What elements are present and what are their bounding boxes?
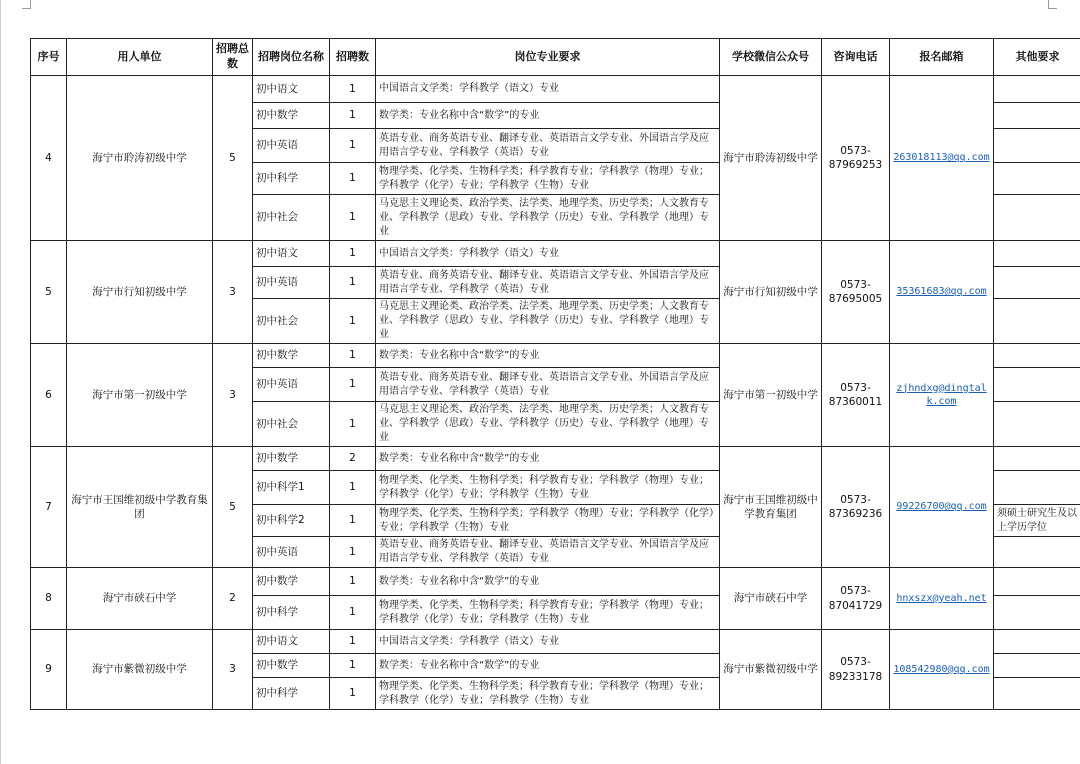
header-wechat: 学校微信公众号: [720, 39, 822, 76]
seq-cell: 5: [31, 241, 67, 344]
phone-cell: 0573-87969253: [822, 76, 890, 241]
count-cell: 1: [330, 537, 376, 568]
header-post: 招聘岗位名称: [253, 39, 330, 76]
count-cell: 1: [330, 163, 376, 195]
other-cell: [994, 103, 1080, 129]
email-link[interactable]: 99226700@qq.com: [890, 447, 994, 568]
unit-cell: 海宁市王国维初级中学教育集团: [67, 447, 213, 568]
unit-cell: 海宁市紫微初级中学: [67, 630, 213, 710]
other-cell: [994, 267, 1080, 299]
other-cell: [994, 471, 1080, 505]
post-cell: 初中数学: [253, 344, 330, 368]
post-cell: 初中英语: [253, 537, 330, 568]
other-cell: [994, 678, 1080, 710]
wechat-cell: 海宁市第一初级中学: [720, 344, 822, 447]
requirements-cell: 物理学类、化学类、生物科学类；科学教育专业；学科教学（物理）专业；学科教学（化学）专业；学科教学（生物）专业: [376, 471, 720, 505]
post-cell: 初中数学: [253, 654, 330, 678]
requirements-cell: 数学类：专业名称中含“数学”的专业: [376, 447, 720, 471]
other-cell: [994, 299, 1080, 344]
phone-cell: 0573-87041729: [822, 568, 890, 630]
requirements-cell: 英语专业、商务英语专业、翻译专业、英语语言文学专业、外国语言学及应用语言学专业、学科教学（英语）专业: [376, 129, 720, 163]
post-cell: 初中语文: [253, 76, 330, 103]
count-cell: 1: [330, 76, 376, 103]
requirements-cell: 英语专业、商务英语专业、翻译专业、英语语言文学专业、外国语言学及应用语言学专业、学科教学（英语）专业: [376, 537, 720, 568]
count-cell: 1: [330, 299, 376, 344]
requirements-cell: 物理学类、化学类、生物科学类；科学教育专业；学科教学（物理）专业；学科教学（化学）专业；学科教学（生物）专业: [376, 596, 720, 630]
count-cell: 2: [330, 447, 376, 471]
email-link[interactable]: 263018113@qq.com: [890, 76, 994, 241]
other-cell: [994, 344, 1080, 368]
post-cell: 初中科学: [253, 163, 330, 195]
other-cell: [994, 129, 1080, 163]
email-link[interactable]: hnxszx@yeah.net: [890, 568, 994, 630]
total-cell: 2: [213, 568, 253, 630]
seq-cell: 8: [31, 568, 67, 630]
header-count: 招聘数: [330, 39, 376, 76]
seq-cell: 9: [31, 630, 67, 710]
requirements-cell: 数学类：专业名称中含“数学”的专业: [376, 568, 720, 596]
header-email: 报名邮箱: [890, 39, 994, 76]
table-row: [31, 630, 1080, 654]
count-cell: 1: [330, 505, 376, 537]
requirements-cell: 英语专业、商务英语专业、翻译专业、英语语言文学专业、外国语言学及应用语言学专业、学科教学（英语）专业: [376, 267, 720, 299]
other-cell: [994, 447, 1080, 471]
seq-cell: 4: [31, 76, 67, 241]
wechat-cell: 海宁市紫微初级中学: [720, 630, 822, 710]
other-cell: [994, 195, 1080, 241]
phone-cell: 0573-87360011: [822, 344, 890, 447]
count-cell: 1: [330, 596, 376, 630]
other-cell: [994, 630, 1080, 654]
unit-cell: 海宁市聆涛初级中学: [67, 76, 213, 241]
other-cell: [994, 568, 1080, 596]
crop-mark-top-right: [1048, 0, 1057, 9]
requirements-cell: 物理学类、化学类、生物科学类；学科教学（物理）专业；学科教学（化学）专业；学科教学（生物）专业: [376, 505, 720, 537]
other-cell: [994, 654, 1080, 678]
header-total: 招聘总数: [213, 39, 253, 76]
total-cell: 3: [213, 344, 253, 447]
post-cell: 初中英语: [253, 129, 330, 163]
table-row: [31, 344, 1080, 368]
other-cell: 须硕士研究生及以上学历学位: [994, 505, 1080, 537]
requirements-cell: 马克思主义理论类、政治学类、法学类、地理学类、历史学类；人文教育专业、学科教学（思政）专业、学科教学（历史）专业、学科教学（地理）专业: [376, 195, 720, 241]
requirements-cell: 马克思主义理论类、政治学类、法学类、地理学类、历史学类；人文教育专业、学科教学（思政）专业、学科教学（历史）专业、学科教学（地理）专业: [376, 402, 720, 447]
post-cell: 初中科学1: [253, 471, 330, 505]
recruitment-table: [30, 38, 1080, 710]
email-link[interactable]: 35361683@qq.com: [890, 241, 994, 344]
header-unit: 用人单位: [67, 39, 213, 76]
phone-cell: 0573-87369236: [822, 447, 890, 568]
requirements-cell: 数学类：专业名称中含“数学”的专业: [376, 344, 720, 368]
header-row: [31, 39, 1080, 76]
phone-cell: 0573-87695005: [822, 241, 890, 344]
email-link[interactable]: zjhndxg@dingtalk.com: [890, 344, 994, 447]
unit-cell: 海宁市硖石中学: [67, 568, 213, 630]
count-cell: 1: [330, 471, 376, 505]
count-cell: 1: [330, 129, 376, 163]
table-row: [31, 568, 1080, 596]
total-cell: 3: [213, 241, 253, 344]
requirements-cell: 物理学类、化学类、生物科学类；科学教育专业；学科教学（物理）专业；学科教学（化学）专业；学科教学（生物）专业: [376, 163, 720, 195]
total-cell: 5: [213, 76, 253, 241]
page-edge: [0, 0, 1, 764]
count-cell: 1: [330, 630, 376, 654]
other-cell: [994, 163, 1080, 195]
post-cell: 初中科学2: [253, 505, 330, 537]
count-cell: 1: [330, 195, 376, 241]
total-cell: 5: [213, 447, 253, 568]
table-row: [31, 241, 1080, 267]
crop-mark-top-left: [22, 0, 31, 9]
header-other: 其他要求: [994, 39, 1080, 76]
count-cell: 1: [330, 267, 376, 299]
count-cell: 1: [330, 241, 376, 267]
phone-cell: 0573-89233178: [822, 630, 890, 710]
wechat-cell: 海宁市硖石中学: [720, 568, 822, 630]
count-cell: 1: [330, 402, 376, 447]
post-cell: 初中数学: [253, 447, 330, 471]
post-cell: 初中科学: [253, 596, 330, 630]
requirements-cell: 马克思主义理论类、政治学类、法学类、地理学类、历史学类；人文教育专业、学科教学（思政）专业、学科教学（历史）专业、学科教学（地理）专业: [376, 299, 720, 344]
post-cell: 初中社会: [253, 299, 330, 344]
header-seq: 序号: [31, 39, 67, 76]
unit-cell: 海宁市行知初级中学: [67, 241, 213, 344]
other-cell: [994, 368, 1080, 402]
requirements-cell: 中国语言文学类：学科教学（语文）专业: [376, 241, 720, 267]
requirements-cell: 物理学类、化学类、生物科学类；科学教育专业；学科教学（物理）专业；学科教学（化学）专业；学科教学（生物）专业: [376, 678, 720, 710]
count-cell: 1: [330, 344, 376, 368]
post-cell: 初中数学: [253, 568, 330, 596]
requirements-cell: 中国语言文学类：学科教学（语文）专业: [376, 630, 720, 654]
wechat-cell: 海宁市王国维初级中学教育集团: [720, 447, 822, 568]
wechat-cell: 海宁市聆涛初级中学: [720, 76, 822, 241]
email-link[interactable]: 108542980@qq.com: [890, 630, 994, 710]
wechat-cell: 海宁市行知初级中学: [720, 241, 822, 344]
other-cell: [994, 402, 1080, 447]
total-cell: 3: [213, 630, 253, 710]
other-cell: [994, 596, 1080, 630]
post-cell: 初中英语: [253, 368, 330, 402]
post-cell: 初中社会: [253, 402, 330, 447]
seq-cell: 7: [31, 447, 67, 568]
seq-cell: 6: [31, 344, 67, 447]
other-cell: [994, 76, 1080, 103]
post-cell: 初中英语: [253, 267, 330, 299]
table-row: [31, 76, 1080, 103]
post-cell: 初中语文: [253, 630, 330, 654]
count-cell: 1: [330, 368, 376, 402]
requirements-cell: 英语专业、商务英语专业、翻译专业、英语语言文学专业、外国语言学及应用语言学专业、学科教学（英语）专业: [376, 368, 720, 402]
count-cell: 1: [330, 678, 376, 710]
post-cell: 初中数学: [253, 103, 330, 129]
count-cell: 1: [330, 654, 376, 678]
other-cell: [994, 241, 1080, 267]
header-phone: 咨询电话: [822, 39, 890, 76]
post-cell: 初中语文: [253, 241, 330, 267]
count-cell: 1: [330, 568, 376, 596]
count-cell: 1: [330, 103, 376, 129]
requirements-cell: 中国语言文学类：学科教学（语文）专业: [376, 76, 720, 103]
table-row: [31, 447, 1080, 471]
other-cell: [994, 537, 1080, 568]
header-requirements: 岗位专业要求: [376, 39, 720, 76]
post-cell: 初中社会: [253, 195, 330, 241]
requirements-cell: 数学类：专业名称中含“数学”的专业: [376, 103, 720, 129]
requirements-cell: 数学类：专业名称中含“数学”的专业: [376, 654, 720, 678]
unit-cell: 海宁市第一初级中学: [67, 344, 213, 447]
post-cell: 初中科学: [253, 678, 330, 710]
